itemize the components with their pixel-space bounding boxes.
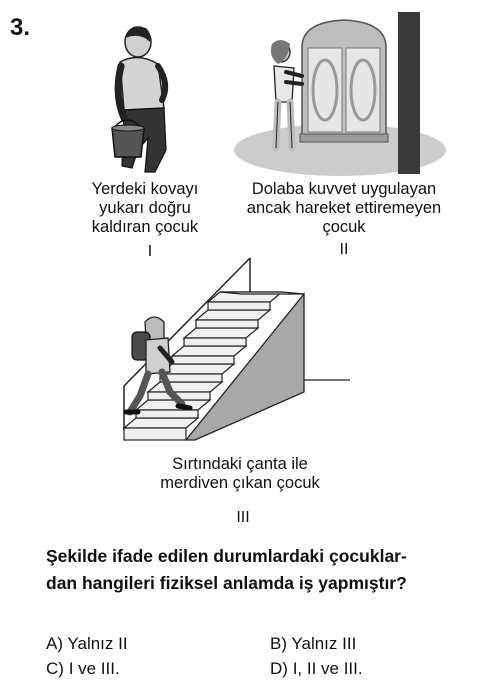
girl-pushing-wardrobe-illustration — [234, 12, 446, 176]
figure-1-caption-line: Yerdeki kovayı — [91, 180, 199, 198]
figure-3-caption-line: Sırtındaki çanta ile — [172, 455, 308, 473]
figure-2-numeral: II — [339, 241, 349, 258]
option-c[interactable] — [46, 659, 120, 679]
figure-3-caption-line: merdiven çıkan çocuk — [160, 474, 320, 492]
figure-2-caption-line: Dolaba kuvvet uygulayan — [251, 180, 437, 198]
figure-1-caption-line: kaldıran çocuk — [91, 218, 199, 236]
figure-2-caption-line: ancak hareket ettiremeyen — [246, 199, 442, 217]
figure-1-caption-line: yukarı doğru — [99, 199, 191, 217]
option-text: I ve III. — [68, 659, 120, 678]
question-text — [46, 543, 476, 597]
option-letter: B) — [270, 634, 287, 653]
figure-1-numeral: I — [147, 243, 153, 260]
question-number: 3. — [10, 14, 31, 41]
option-letter: C) — [46, 659, 64, 678]
option-b[interactable] — [270, 634, 356, 654]
option-letter: A) — [46, 634, 63, 653]
figure-3-numeral: III — [236, 509, 250, 526]
figure-2-caption-line: çocuk — [322, 218, 366, 236]
question-line: dan hangileri fiziksel anlamda iş yapmıştır? — [46, 573, 407, 593]
option-text: Yalnız III — [291, 634, 357, 653]
option-letter: D) — [270, 659, 288, 678]
question-line: Şekilde ifade edilen durumlardaki çocuklar- — [46, 546, 407, 566]
boy-with-bucket-illustration — [112, 27, 166, 172]
option-d[interactable] — [270, 659, 363, 679]
option-text: I, II ve III. — [292, 659, 363, 678]
option-a[interactable] — [46, 634, 128, 654]
figure-1-caption — [60, 180, 230, 237]
figure-3-caption — [140, 455, 340, 493]
figure-2-caption — [226, 180, 462, 237]
option-text: Yalnız II — [67, 634, 128, 653]
